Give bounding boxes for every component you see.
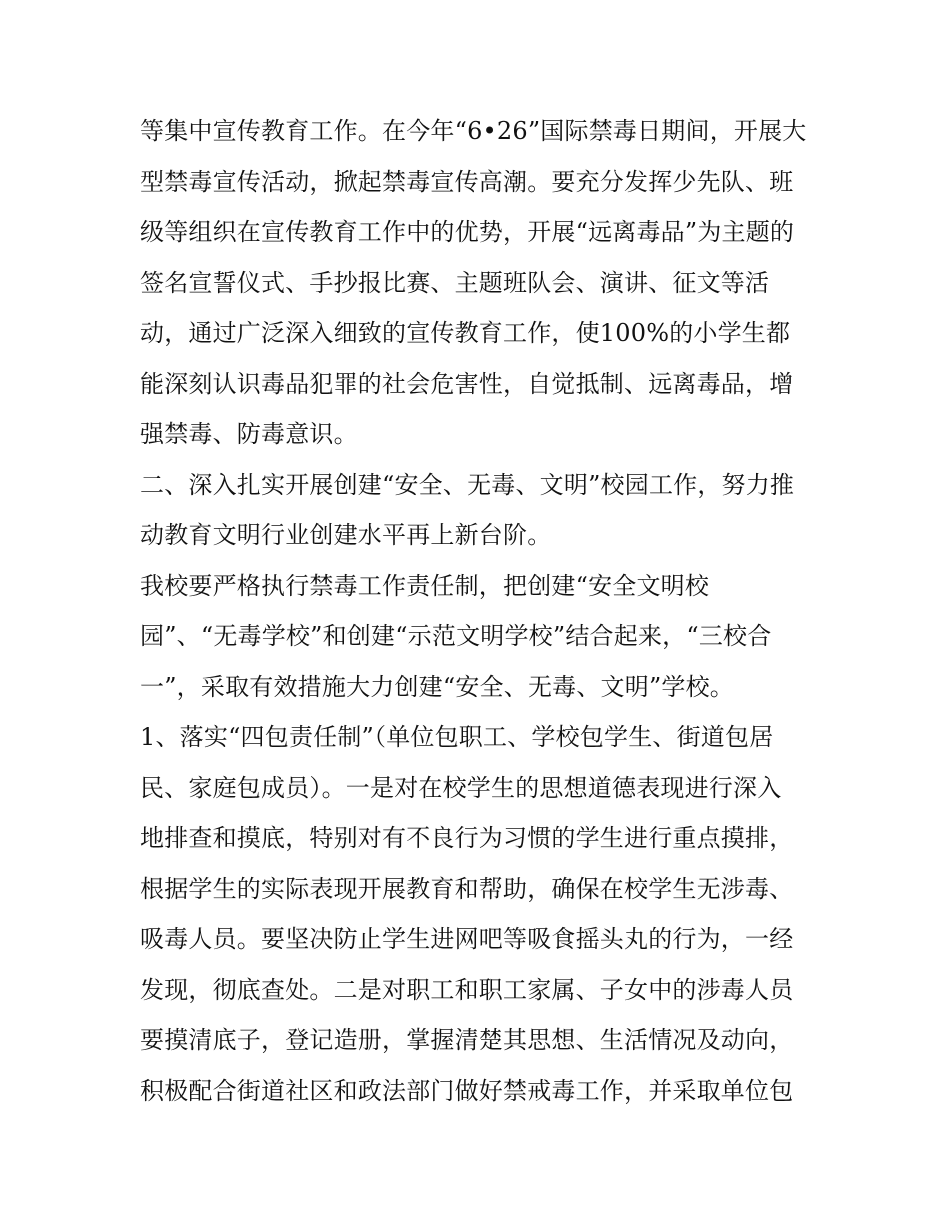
text-line: 地排查和摸底，特别对有不良行为习惯的学生进行重点摸排， (140, 824, 794, 852)
text-line: 根据学生的实际表现开展教育和帮助，确保在校学生无涉毒、 (140, 874, 794, 903)
text-line: 级等组织在宣传教育工作中的优势，开展“远离毒品”为主题的 (140, 218, 795, 246)
text-line: 1、落实“四包责任制”（单位包职工、学校包学生、街道包居 (140, 723, 774, 751)
text-line: 一”，采取有效措施大力创建“安全、无毒、文明”学校。 (140, 672, 735, 701)
text-line: 签名宣誓仪式、手抄报比赛、主题班队会、演讲、征文等活 (140, 268, 770, 297)
section-heading-line: 二、深入扎实开展创建“安全、无毒、文明”校园工作，努力推 (140, 470, 795, 499)
text-line: 型禁毒宣传活动，掀起禁毒宣传高潮。要充分发挥少先队、班 (140, 167, 794, 196)
text-line: 吸毒人员。要坚决防止学生进网吧等吸食摇头丸的行为，一经 (140, 925, 794, 953)
text-line: 强禁毒、防毒意识。 (140, 420, 358, 448)
text-line: 民、家庭包成员）。一是对在校学生的思想道德表现进行深入 (140, 773, 782, 802)
section-heading-line: 动教育文明行业创建水平再上新台阶。 (140, 521, 552, 549)
text-line: 发现，彻底查处。二是对职工和职工家属、子女中的涉毒人员 (140, 975, 794, 1004)
text-line: 园”、“无毒学校”和创建“示范文明学校”结合起来，“三校合 (140, 622, 772, 650)
text-line: 动，通过广泛深入细致的宣传教育工作，使100%的小学生都 (140, 319, 791, 347)
text-line: 积极配合街道社区和政法部门做好禁戒毒工作，并采取单位包 (140, 1076, 794, 1105)
text-line: 我校要严格执行禁毒工作责任制，把创建“安全文明校 (140, 571, 710, 600)
body-text (140, 106, 820, 1116)
text-line: 能深刻认识毒品犯罪的社会危害性，自觉抵制、远离毒品，增 (140, 369, 794, 398)
text-line: 要摸清底子，登记造册，掌握清楚其思想、生活情况及动向， (140, 1026, 794, 1054)
text-line: 等集中宣传教育工作。在今年“6•26”国际禁毒日期间，开展大 (140, 117, 807, 145)
